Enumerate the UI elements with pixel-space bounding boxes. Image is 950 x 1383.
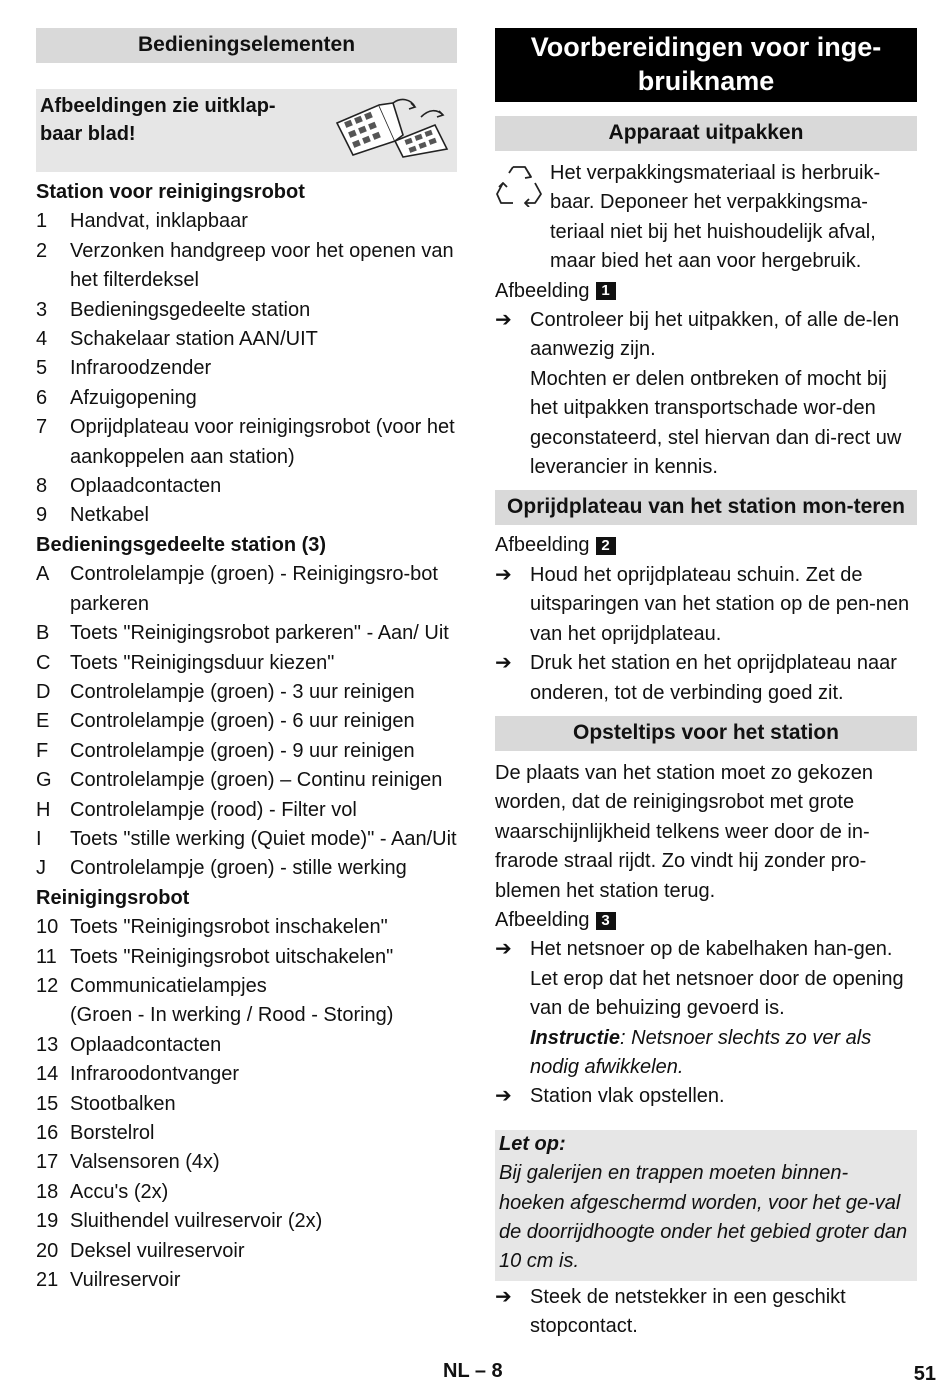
footer-language-page: NL – 8 <box>443 1360 503 1382</box>
instruction-text: : Netsnoer slechts zo ver als nodig afwikkelen. <box>530 1026 872 1078</box>
panel-list-item-key: C <box>36 651 51 674</box>
station-list-item-text: Verzonken handgreep voor het openen van het filterdeksel <box>70 239 454 292</box>
robot-list-item-text: Oplaadcontacten <box>70 1033 222 1056</box>
tips-step-1 <box>495 935 917 1023</box>
warning-text: Bij galerijen en trappen moeten binnen-hoeken afgeschermd worden, voor het ge-val de doorrijdhoogte onder het gebied groter dan 10 cm is. <box>499 1162 908 1273</box>
robot-list-item <box>36 1119 457 1148</box>
robot-list-item-key: 17 <box>36 1151 59 1174</box>
recycle-icon <box>495 163 543 207</box>
station-list-item-text: Bedieningsgedeelte station <box>70 298 311 321</box>
station-list-item-key: 1 <box>36 210 48 233</box>
arrow-icon: ➔ <box>495 309 512 332</box>
station-list-item <box>36 413 457 472</box>
section-heading-unpack: Apparaat uitpakken <box>495 116 917 151</box>
station-list-item-text: Infraroodzender <box>70 357 212 380</box>
robot-list-item-key: 20 <box>36 1239 59 1262</box>
robot-list-item-text: Infraroodontvanger <box>70 1063 240 1086</box>
arrow-icon: ➔ <box>495 1085 512 1108</box>
robot-list-item <box>36 1001 457 1030</box>
station-list-item-key: 7 <box>36 416 48 439</box>
footer-page-number: 51 <box>913 1363 936 1383</box>
station-list-item <box>36 325 457 354</box>
panel-list-item-key: H <box>36 798 51 821</box>
robot-list-item-text: Communicatielampjes <box>70 974 267 997</box>
robot-list-item <box>36 1090 457 1119</box>
foldout-book-icon <box>333 95 451 159</box>
foldout-note-line1: Afbeeldingen zie uitklap- <box>40 95 276 117</box>
warning-box <box>495 1130 917 1281</box>
tips-step-2 <box>495 1082 917 1111</box>
panel-list-item <box>36 766 457 795</box>
panel-list-item-key: E <box>36 710 50 733</box>
panel-list-item-key: A <box>36 563 50 586</box>
panel-list-item <box>36 825 457 854</box>
robot-list-item <box>36 913 457 942</box>
step-text: Houd het oprijdplateau schuin. Zet de uitsparingen van het station op de pen-nen van het oprijdplateau. <box>530 563 910 645</box>
panel-list-item-key: B <box>36 622 50 645</box>
right-column <box>495 28 917 1342</box>
robot-list-item-text: Toets "Reinigingsrobot uitschakelen" <box>70 945 394 968</box>
robot-list-item <box>36 1237 457 1266</box>
robot-list-item-key: 13 <box>36 1033 59 1056</box>
robot-list-item-text: Stootbalken <box>70 1092 176 1115</box>
station-list-item-key: 8 <box>36 475 48 498</box>
panel-list-item <box>36 854 457 883</box>
robot-list-item-key: 18 <box>36 1180 59 1203</box>
step-text: Station vlak opstellen. <box>530 1085 725 1108</box>
station-list-title: Station voor reinigingsrobot <box>36 181 305 203</box>
panel-list-item <box>36 707 457 736</box>
station-list-item-text: Afzuigopening <box>70 386 197 409</box>
station-list-item <box>36 384 457 413</box>
robot-list-item <box>36 972 457 1001</box>
arrow-icon: ➔ <box>495 1285 512 1308</box>
figure-label: Afbeelding <box>495 908 590 931</box>
recycle-paragraph <box>495 159 917 277</box>
station-list-item <box>36 207 457 236</box>
station-list-item-key: 4 <box>36 328 48 351</box>
station-list-item-key: 3 <box>36 298 48 321</box>
panel-list-item-key: I <box>36 827 42 850</box>
station-list-item <box>36 472 457 501</box>
figure-ref-3 <box>495 906 917 935</box>
panel-list-item-text: Controlelampje (groen) - stille werking <box>70 857 407 880</box>
robot-list-title: Reinigingsrobot <box>36 886 190 909</box>
step-text: Het netsnoer op de kabelhaken han-gen. Let erop dat het netsnoer door de opening van de behuizing gevoerd is. <box>530 938 904 1020</box>
robot-list-item <box>36 943 457 972</box>
station-list-item-key: 2 <box>36 239 48 262</box>
panel-list-item-text: Toets "stille werking (Quiet mode)" - Aan/Uit <box>70 827 457 850</box>
robot-list-item-text: Sluithendel vuilreservoir (2x) <box>70 1210 323 1233</box>
figure-label: Afbeelding <box>495 279 590 302</box>
panel-list-title: Bedieningsgedeelte station (3) <box>36 533 327 556</box>
robot-list-item <box>36 1060 457 1089</box>
ramp-step-1 <box>495 561 917 649</box>
panel-list-item-text: Controlelampje (groen) - Reinigingsro-bot parkeren <box>70 563 438 615</box>
panel-list-item <box>36 678 457 707</box>
robot-list-item-key: 11 <box>36 945 57 968</box>
station-list-item-text: Schakelaar station AAN/UIT <box>70 328 318 351</box>
panel-list-item <box>36 796 457 825</box>
section-heading-ramp: Oprijdplateau van het station mon-teren <box>495 490 917 525</box>
robot-list-item <box>36 1207 457 1236</box>
robot-list-item-text: Toets "Reinigingsrobot inschakelen" <box>70 916 388 939</box>
robot-list-item-key: 19 <box>36 1210 59 1233</box>
panel-list-item <box>36 737 457 766</box>
station-list <box>36 178 457 1295</box>
panel-list-item <box>36 560 457 619</box>
figure-number: 2 <box>596 537 616 555</box>
panel-list-item-text: Controlelampje (groen) - 6 uur reinigen <box>70 710 415 733</box>
station-list-item <box>36 501 457 530</box>
panel-list-item-text: Controlelampje (groen) – Continu reinigen <box>70 769 443 792</box>
tips-intro: De plaats van het station moet zo gekozen worden, dat de reinigingsrobot met grote waarschijnlijkheid telkens weer door de in-frarode straal rijdt. Zo vindt hij zonder pro-blemen het station terug. <box>495 761 874 902</box>
unpack-step-note: Mochten er delen ontbreken of mocht bij het uitpakken transportschade wor-den geconstateerd, stel hiervan dan di-rect uw leverancier in kennis. <box>530 367 902 479</box>
tips-step-3 <box>495 1283 917 1342</box>
station-list-item <box>36 354 457 383</box>
panel-list-item-key: G <box>36 769 52 792</box>
panel-list-item-text: Controlelampje (groen) - 9 uur reinigen <box>70 739 415 762</box>
foldout-note <box>36 89 457 172</box>
step-text: Controleer bij het uitpakken, of alle de-len aanwezig zijn. <box>530 309 900 361</box>
ramp-step-2 <box>495 649 917 708</box>
instruction-note <box>495 1024 917 1083</box>
robot-list-item-text: Deksel vuilreservoir <box>70 1239 245 1262</box>
robot-list-item <box>36 1266 457 1295</box>
panel-list-item-text: Toets "Reinigingsrobot parkeren" - Aan/ Uit <box>70 622 449 645</box>
foldout-note-text <box>40 92 315 148</box>
panel-list-item-text: Controlelampje (groen) - 3 uur reinigen <box>70 680 415 703</box>
chapter-heading: Voorbereidingen voor inge-bruikname <box>495 28 917 102</box>
arrow-icon: ➔ <box>495 563 512 586</box>
station-list-item-text: Handvat, inklapbaar <box>70 210 248 233</box>
robot-list-item-text: Vuilreservoir <box>70 1269 181 1292</box>
step-text: Steek de netstekker in een geschikt stopcontact. <box>530 1285 846 1338</box>
station-list-item-key: 6 <box>36 386 48 409</box>
robot-list-item <box>36 1031 457 1060</box>
station-list-item-key: 9 <box>36 504 48 527</box>
panel-list-item <box>36 649 457 678</box>
station-list-item-text: Oplaadcontacten <box>70 475 222 498</box>
station-list-item-text: Oprijdplateau voor reinigingsrobot (voor het aankoppelen aan station) <box>70 416 455 468</box>
arrow-icon: ➔ <box>495 652 512 675</box>
robot-list-item-key: 15 <box>36 1092 59 1115</box>
robot-list-item <box>36 1178 457 1207</box>
station-list-item <box>36 296 457 325</box>
panel-list-item <box>36 619 457 648</box>
figure-number: 1 <box>596 282 616 300</box>
robot-list-item-text: (Groen - In werking / Rood - Storing) <box>70 1004 394 1027</box>
figure-label: Afbeelding <box>495 534 590 557</box>
robot-list-item-key: 16 <box>36 1122 59 1144</box>
robot-list-item-text: Valsensoren (4x) <box>70 1151 220 1174</box>
robot-list-item-text: Accu's (2x) <box>70 1180 169 1203</box>
panel-list-item-key: J <box>36 857 46 880</box>
left-column <box>36 28 457 1295</box>
station-list-item-text: Netkabel <box>70 504 149 527</box>
figure-ref-1 <box>495 277 917 306</box>
robot-list-item-key: 14 <box>36 1063 59 1086</box>
panel-list-item-key: D <box>36 680 51 703</box>
recycle-text: Het verpakkingsmateriaal is herbruik-baar. Deponeer het verpakkingsma-teriaal niet bij het huishoudelijk afval, maar bied het aan voor hergebruik. <box>550 162 881 273</box>
robot-list-item-key <box>36 1001 70 1030</box>
instruction-label: Instructie <box>530 1026 621 1049</box>
section-heading-controls: Bedieningselementen <box>36 28 457 63</box>
panel-list-item-text: Toets "Reinigingsduur kiezen" <box>70 651 335 674</box>
robot-list-item-key: 21 <box>36 1269 59 1292</box>
figure-ref-2 <box>495 531 917 560</box>
robot-list-item-key: 10 <box>36 916 59 939</box>
robot-list-item <box>36 1148 457 1177</box>
panel-list-item-text: Controlelampje (rood) - Filter vol <box>70 798 357 821</box>
robot-list-item-key: 12 <box>36 974 59 997</box>
section-heading-tips: Opsteltips voor het station <box>495 716 917 751</box>
foldout-note-line2: baar blad! <box>40 123 136 145</box>
unpack-step-1 <box>495 306 917 365</box>
arrow-icon: ➔ <box>495 938 512 961</box>
robot-list-item-text: Borstelrol <box>70 1122 155 1144</box>
panel-list-item-key: F <box>36 739 49 762</box>
warning-title: Let op: <box>499 1132 566 1155</box>
station-list-item-key: 5 <box>36 357 48 380</box>
station-list-item <box>36 237 457 296</box>
step-text: Druk het station en het oprijdplateau naar onderen, tot de verbinding goed zit. <box>530 652 897 704</box>
figure-number: 3 <box>596 912 616 930</box>
